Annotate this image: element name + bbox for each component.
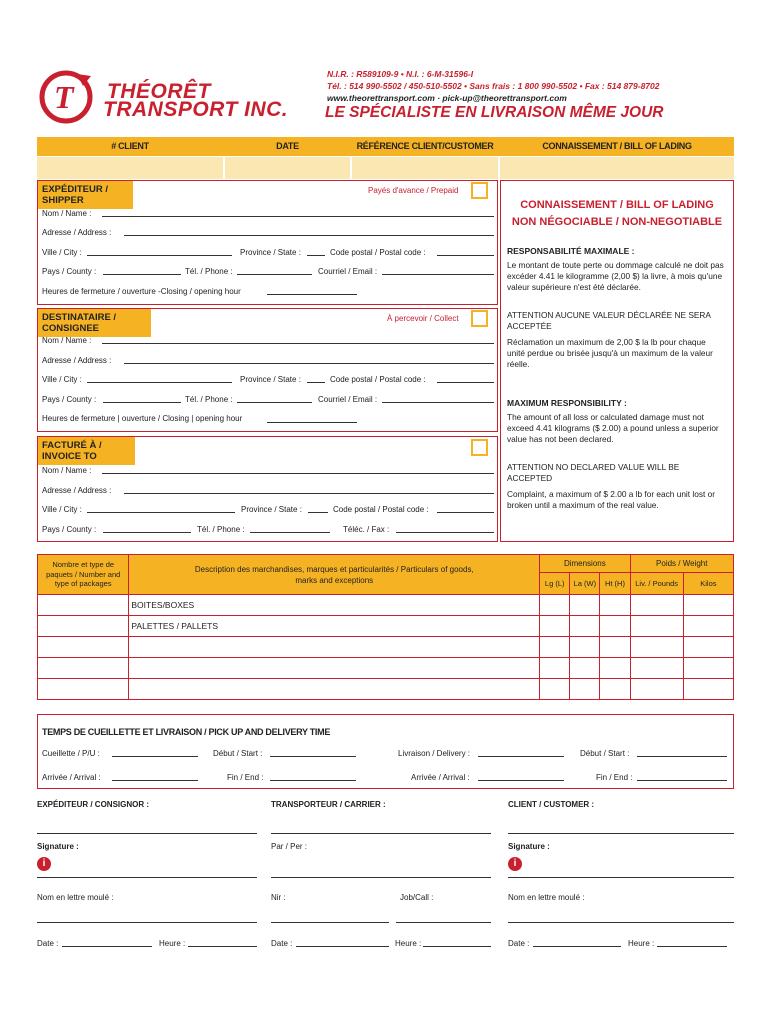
hour1-label: Heure : xyxy=(159,939,186,948)
collect-checkbox[interactable] xyxy=(471,310,488,327)
col-pounds-header: Liv. / Pounds xyxy=(630,573,683,595)
header-reference: RÉFÉRENCE CLIENT/CUSTOMER xyxy=(356,141,494,151)
table-row xyxy=(38,679,734,700)
delivery-line[interactable] xyxy=(478,756,564,757)
sig-customer-line[interactable] xyxy=(508,877,734,878)
start1-line[interactable] xyxy=(270,756,356,757)
shipper-hours-line[interactable] xyxy=(267,294,357,295)
pounds-cell[interactable] xyxy=(630,595,683,616)
invoice-postal-label: Code postal / Postal code : xyxy=(333,505,429,514)
shipper-city-label: Ville / City : xyxy=(42,248,82,257)
invoice-fax-line[interactable] xyxy=(396,532,494,533)
terms-en-p1: The amount of all loss or calculated damage must not exceed 4.41 kilograms ($ 2.00) a pound unless a superior value has not been declared. xyxy=(507,412,719,445)
width-cell[interactable] xyxy=(570,595,600,616)
company-web: www.theorettransport.com · pick-up@theorettransport.com xyxy=(327,93,567,103)
shipper-name-label: Nom / Name : xyxy=(42,209,92,218)
consignee-province-label: Province / State : xyxy=(240,375,301,384)
date3-line[interactable] xyxy=(533,946,621,947)
description-cell[interactable] xyxy=(129,658,540,679)
sig-carrier-heading: TRANSPORTEUR / CARRIER : xyxy=(271,800,386,809)
sig-customer-top-line[interactable] xyxy=(508,833,734,834)
sig-shipper-top-line[interactable] xyxy=(37,833,257,834)
consignee-hours-label: Heures de fermeture | ouverture / Closing | opening hour xyxy=(42,414,243,423)
arrival2-line[interactable] xyxy=(478,780,564,781)
consignee-province-line[interactable] xyxy=(307,382,325,383)
shipper-address-label: Adresse / Address : xyxy=(42,228,112,237)
col-length-header: Lg (L) xyxy=(540,573,570,595)
col-weight-header: Poids / Weight xyxy=(630,555,733,573)
company-phones: Tél. : 514 990-5502 / 450-510-5502 • Sans frais : 1 800 990-5502 • Fax : 514 879-8702 xyxy=(327,81,660,91)
packages-cell[interactable] xyxy=(38,637,129,658)
terms-en-heading: MAXIMUM RESPONSIBILITY : xyxy=(507,398,627,408)
col-description-header: Description des marchandises, marques et particularités / Particulars of goods, marks and exceptions xyxy=(129,555,540,595)
invoice-phone-label: Tél. / Phone : xyxy=(197,525,245,534)
consignee-country-label: Pays / County : xyxy=(42,395,97,404)
packages-cell[interactable] xyxy=(38,658,129,679)
sig-carrier-top-line[interactable] xyxy=(271,833,491,834)
shipper-province-label: Province / State : xyxy=(240,248,301,257)
packages-cell[interactable] xyxy=(38,616,129,637)
kilos-cell[interactable] xyxy=(683,637,733,658)
invoice-postal-line[interactable] xyxy=(437,512,494,513)
length-cell[interactable] xyxy=(540,637,570,658)
invoice-phone-line[interactable] xyxy=(250,532,330,533)
height-cell[interactable] xyxy=(600,595,630,616)
arrival2-label: Arrivée / Arrival : xyxy=(411,773,470,782)
consignee-phone-label: Tél. / Phone : xyxy=(185,395,233,404)
col-width-header: La (W) xyxy=(570,573,600,595)
consignee-postal-label: Code postal / Postal code : xyxy=(330,375,426,384)
terms-fr-heading: RESPONSABILITÉ MAXIMALE : xyxy=(507,246,635,256)
terms-title-2: NON NÉGOCIABLE / NON-NEGOTIABLE xyxy=(511,216,723,228)
invoice-address-label: Adresse / Address : xyxy=(42,486,112,495)
invoice-province-label: Province / State : xyxy=(241,505,302,514)
packages-cell[interactable] xyxy=(38,595,129,616)
invoice-country-line[interactable] xyxy=(103,532,191,533)
end2-label: Fin / End : xyxy=(596,773,633,782)
per-label: Par / Per : xyxy=(271,842,308,851)
end1-label: Fin / End : xyxy=(227,773,264,782)
printed-name2-line[interactable] xyxy=(508,922,734,923)
invoice-country-label: Pays / County : xyxy=(42,525,97,534)
date2-label: Date : xyxy=(271,939,293,948)
length-cell[interactable] xyxy=(540,595,570,616)
terms-fr-p1: Le montant de toute perte ou dommage calculé ne doit pas excéder 4.41 le kilogramme (2,00 $) la livre, à mois qu'une valeur supérieure n'est été déclarée. xyxy=(507,260,724,293)
length-cell[interactable] xyxy=(540,679,570,700)
shipper-email-label: Courriel / Email : xyxy=(318,267,378,276)
date1-line[interactable] xyxy=(62,946,152,947)
shipper-name-line[interactable] xyxy=(102,216,494,217)
shipper-title: EXPÉDITEUR / SHIPPER xyxy=(38,181,133,209)
company-name-line1: THÉORÊT xyxy=(107,80,211,103)
shipper-province-line[interactable] xyxy=(307,255,325,256)
col-height-header: Ht (H) xyxy=(600,573,630,595)
height-cell[interactable] xyxy=(600,637,630,658)
pounds-cell[interactable] xyxy=(630,658,683,679)
consignee-name-line[interactable] xyxy=(102,343,494,344)
terms-en-p3: Complaint, a maximum of $ 2.00 a lb for each unit lost or broken until a maximum of the real value. xyxy=(507,489,715,511)
start2-label: Début / Start : xyxy=(580,749,630,758)
invoice-city-line[interactable] xyxy=(87,512,235,513)
prepaid-label: Payés d'avance / Prepaid xyxy=(368,186,459,195)
terms-en-p2: ATTENTION NO DECLARED VALUE WILL BE ACCEPTED xyxy=(507,462,680,484)
pounds-cell[interactable] xyxy=(630,616,683,637)
invoice-fax-label: Téléc. / Fax : xyxy=(343,525,390,534)
invoice-title: FACTURÉ À / INVOICE TO xyxy=(38,437,135,465)
hour3-label: Heure : xyxy=(628,939,655,948)
hour1-line[interactable] xyxy=(188,946,257,947)
reference-field[interactable] xyxy=(352,157,498,179)
table-row xyxy=(38,637,734,658)
terms-fr-p2: ATTENTION AUCUNE VALEUR DÉCLARÉE NE SERA ACCEPTÉE xyxy=(507,310,711,332)
start2-line[interactable] xyxy=(637,756,727,757)
invoice-address-line[interactable] xyxy=(124,493,494,494)
consignee-name-label: Nom / Name : xyxy=(42,336,92,345)
arrival1-label: Arrivée / Arrival : xyxy=(42,773,101,782)
shipper-phone-line[interactable] xyxy=(237,274,312,275)
job-label: Job/Call : xyxy=(400,893,434,902)
length-cell[interactable] xyxy=(540,616,570,637)
company-tagline: LE SPÉCIALISTE EN LIVRAISON MÊME JOUR xyxy=(325,104,664,121)
height-cell[interactable] xyxy=(600,679,630,700)
consignee-city-label: Ville / City : xyxy=(42,375,82,384)
consignee-title: DESTINATAIRE / CONSIGNEE xyxy=(38,309,151,337)
sig-customer-heading: CLIENT / CUSTOMER : xyxy=(508,800,595,809)
job-line[interactable] xyxy=(396,922,491,923)
width-cell[interactable] xyxy=(570,679,600,700)
printed-name1-label: Nom en lettre moulé : xyxy=(37,893,114,902)
col-packages-header: Nombre et type de paquets / Number and type of packages xyxy=(38,555,129,595)
header-date: DATE xyxy=(276,141,299,151)
table-row xyxy=(38,658,734,679)
length-cell[interactable] xyxy=(540,658,570,679)
pounds-cell[interactable] xyxy=(630,637,683,658)
info-icon[interactable]: i xyxy=(37,857,51,871)
shipper-postal-label: Code postal / Postal code : xyxy=(330,248,426,257)
info-icon[interactable]: i xyxy=(508,857,522,871)
hour2-line[interactable] xyxy=(423,946,491,947)
consignee-address-line[interactable] xyxy=(124,363,494,364)
printed-name1-line[interactable] xyxy=(37,922,257,923)
company-name-line2: TRANSPORT INC. xyxy=(103,98,289,121)
delivery-label: Livraison / Delivery : xyxy=(398,749,471,758)
end2-line[interactable] xyxy=(637,780,727,781)
printed-name2-label: Nom en lettre moulé : xyxy=(508,893,585,902)
pickup-title: TEMPS DE CUEILLETTE ET LIVRAISON / PICK UP AND DELIVERY TIME xyxy=(42,727,331,737)
signature1-label: Signature : xyxy=(37,842,79,851)
description-cell[interactable]: BOITES/BOXES xyxy=(129,595,540,616)
col-dimensions-header: Dimensions xyxy=(540,555,630,573)
date-field[interactable] xyxy=(225,157,350,179)
shipper-country-label: Pays / County : xyxy=(42,267,97,276)
width-cell[interactable] xyxy=(570,616,600,637)
end1-line[interactable] xyxy=(270,780,356,781)
invoice-name-line[interactable] xyxy=(102,473,494,474)
pu-line[interactable] xyxy=(112,756,198,757)
signature2-label: Signature : xyxy=(508,842,550,851)
company-logo xyxy=(37,68,97,126)
terms-title-1: CONNAISSEMENT / BILL OF LADING xyxy=(520,199,714,211)
width-cell[interactable] xyxy=(570,658,600,679)
shipper-hours-label: Heures de fermeture / ouverture -Closing / opening hour xyxy=(42,287,241,296)
collect-label: À percevoir / Collect xyxy=(387,314,459,323)
kilos-cell[interactable] xyxy=(683,658,733,679)
description-cell[interactable] xyxy=(129,637,540,658)
description-cell[interactable]: PALETTES / PALLETS xyxy=(129,616,540,637)
consignee-email-line[interactable] xyxy=(382,402,494,403)
invoice-province-line[interactable] xyxy=(308,512,328,513)
kilos-cell[interactable] xyxy=(683,595,733,616)
nir-label: Nir : xyxy=(271,893,286,902)
consignee-postal-line[interactable] xyxy=(437,382,494,383)
description-cell[interactable] xyxy=(129,679,540,700)
consignee-email-label: Courriel / Email : xyxy=(318,395,378,404)
nir-line[interactable] xyxy=(271,922,389,923)
header-client: # CLIENT xyxy=(111,141,149,151)
company-ids: N.I.R. : R589109-9 • N.I. : 6-M-31596-I xyxy=(327,69,474,79)
date3-label: Date : xyxy=(508,939,530,948)
client-number-field[interactable] xyxy=(37,157,223,179)
pu-label: Cueillette / P/U : xyxy=(42,749,100,758)
kilos-cell[interactable] xyxy=(683,616,733,637)
shipper-country-line[interactable] xyxy=(103,274,181,275)
bol-number-field[interactable] xyxy=(500,157,734,179)
invoice-city-label: Ville / City : xyxy=(42,505,82,514)
packages-cell[interactable] xyxy=(38,679,129,700)
prepaid-checkbox[interactable] xyxy=(471,182,488,199)
shipper-address-line[interactable] xyxy=(124,235,494,236)
start1-label: Début / Start : xyxy=(213,749,263,758)
date1-label: Date : xyxy=(37,939,59,948)
pounds-cell[interactable] xyxy=(630,679,683,700)
shipper-email-line[interactable] xyxy=(382,274,494,275)
consignee-country-line[interactable] xyxy=(103,402,181,403)
shipper-phone-label: Tél. / Phone : xyxy=(185,267,233,276)
consignee-phone-line[interactable] xyxy=(237,402,312,403)
consignee-hours-line[interactable] xyxy=(267,422,357,423)
shipper-postal-line[interactable] xyxy=(437,255,494,256)
terms-fr-p3: Réclamation un maximum de 2,00 $ la lb pour chaque unité perdue ou brisée jusqu'à un maximum de la valeur réelle. xyxy=(507,337,713,370)
hour3-line[interactable] xyxy=(657,946,727,947)
consignee-city-line[interactable] xyxy=(87,382,232,383)
header-bol: CONNAISSEMENT / BILL OF LADING xyxy=(542,141,692,151)
invoice-checkbox[interactable] xyxy=(471,439,488,456)
sig-carrier-line[interactable] xyxy=(271,877,491,878)
sig-shipper-line[interactable] xyxy=(37,877,257,878)
arrival1-line[interactable] xyxy=(112,780,198,781)
col-kilos-header: Kilos xyxy=(683,573,733,595)
height-cell[interactable] xyxy=(600,658,630,679)
width-cell[interactable] xyxy=(570,637,600,658)
svg-text:T: T xyxy=(54,79,74,115)
hour2-label: Heure : xyxy=(395,939,422,948)
goods-table xyxy=(37,554,734,700)
kilos-cell[interactable] xyxy=(683,679,733,700)
consignee-address-label: Adresse / Address : xyxy=(42,356,112,365)
table-row xyxy=(38,595,734,616)
height-cell[interactable] xyxy=(600,616,630,637)
shipper-city-line[interactable] xyxy=(87,255,232,256)
sig-shipper-heading: EXPÉDITEUR / CONSIGNOR : xyxy=(37,800,150,809)
date2-line[interactable] xyxy=(296,946,389,947)
invoice-name-label: Nom / Name : xyxy=(42,466,92,475)
table-row xyxy=(38,616,734,637)
